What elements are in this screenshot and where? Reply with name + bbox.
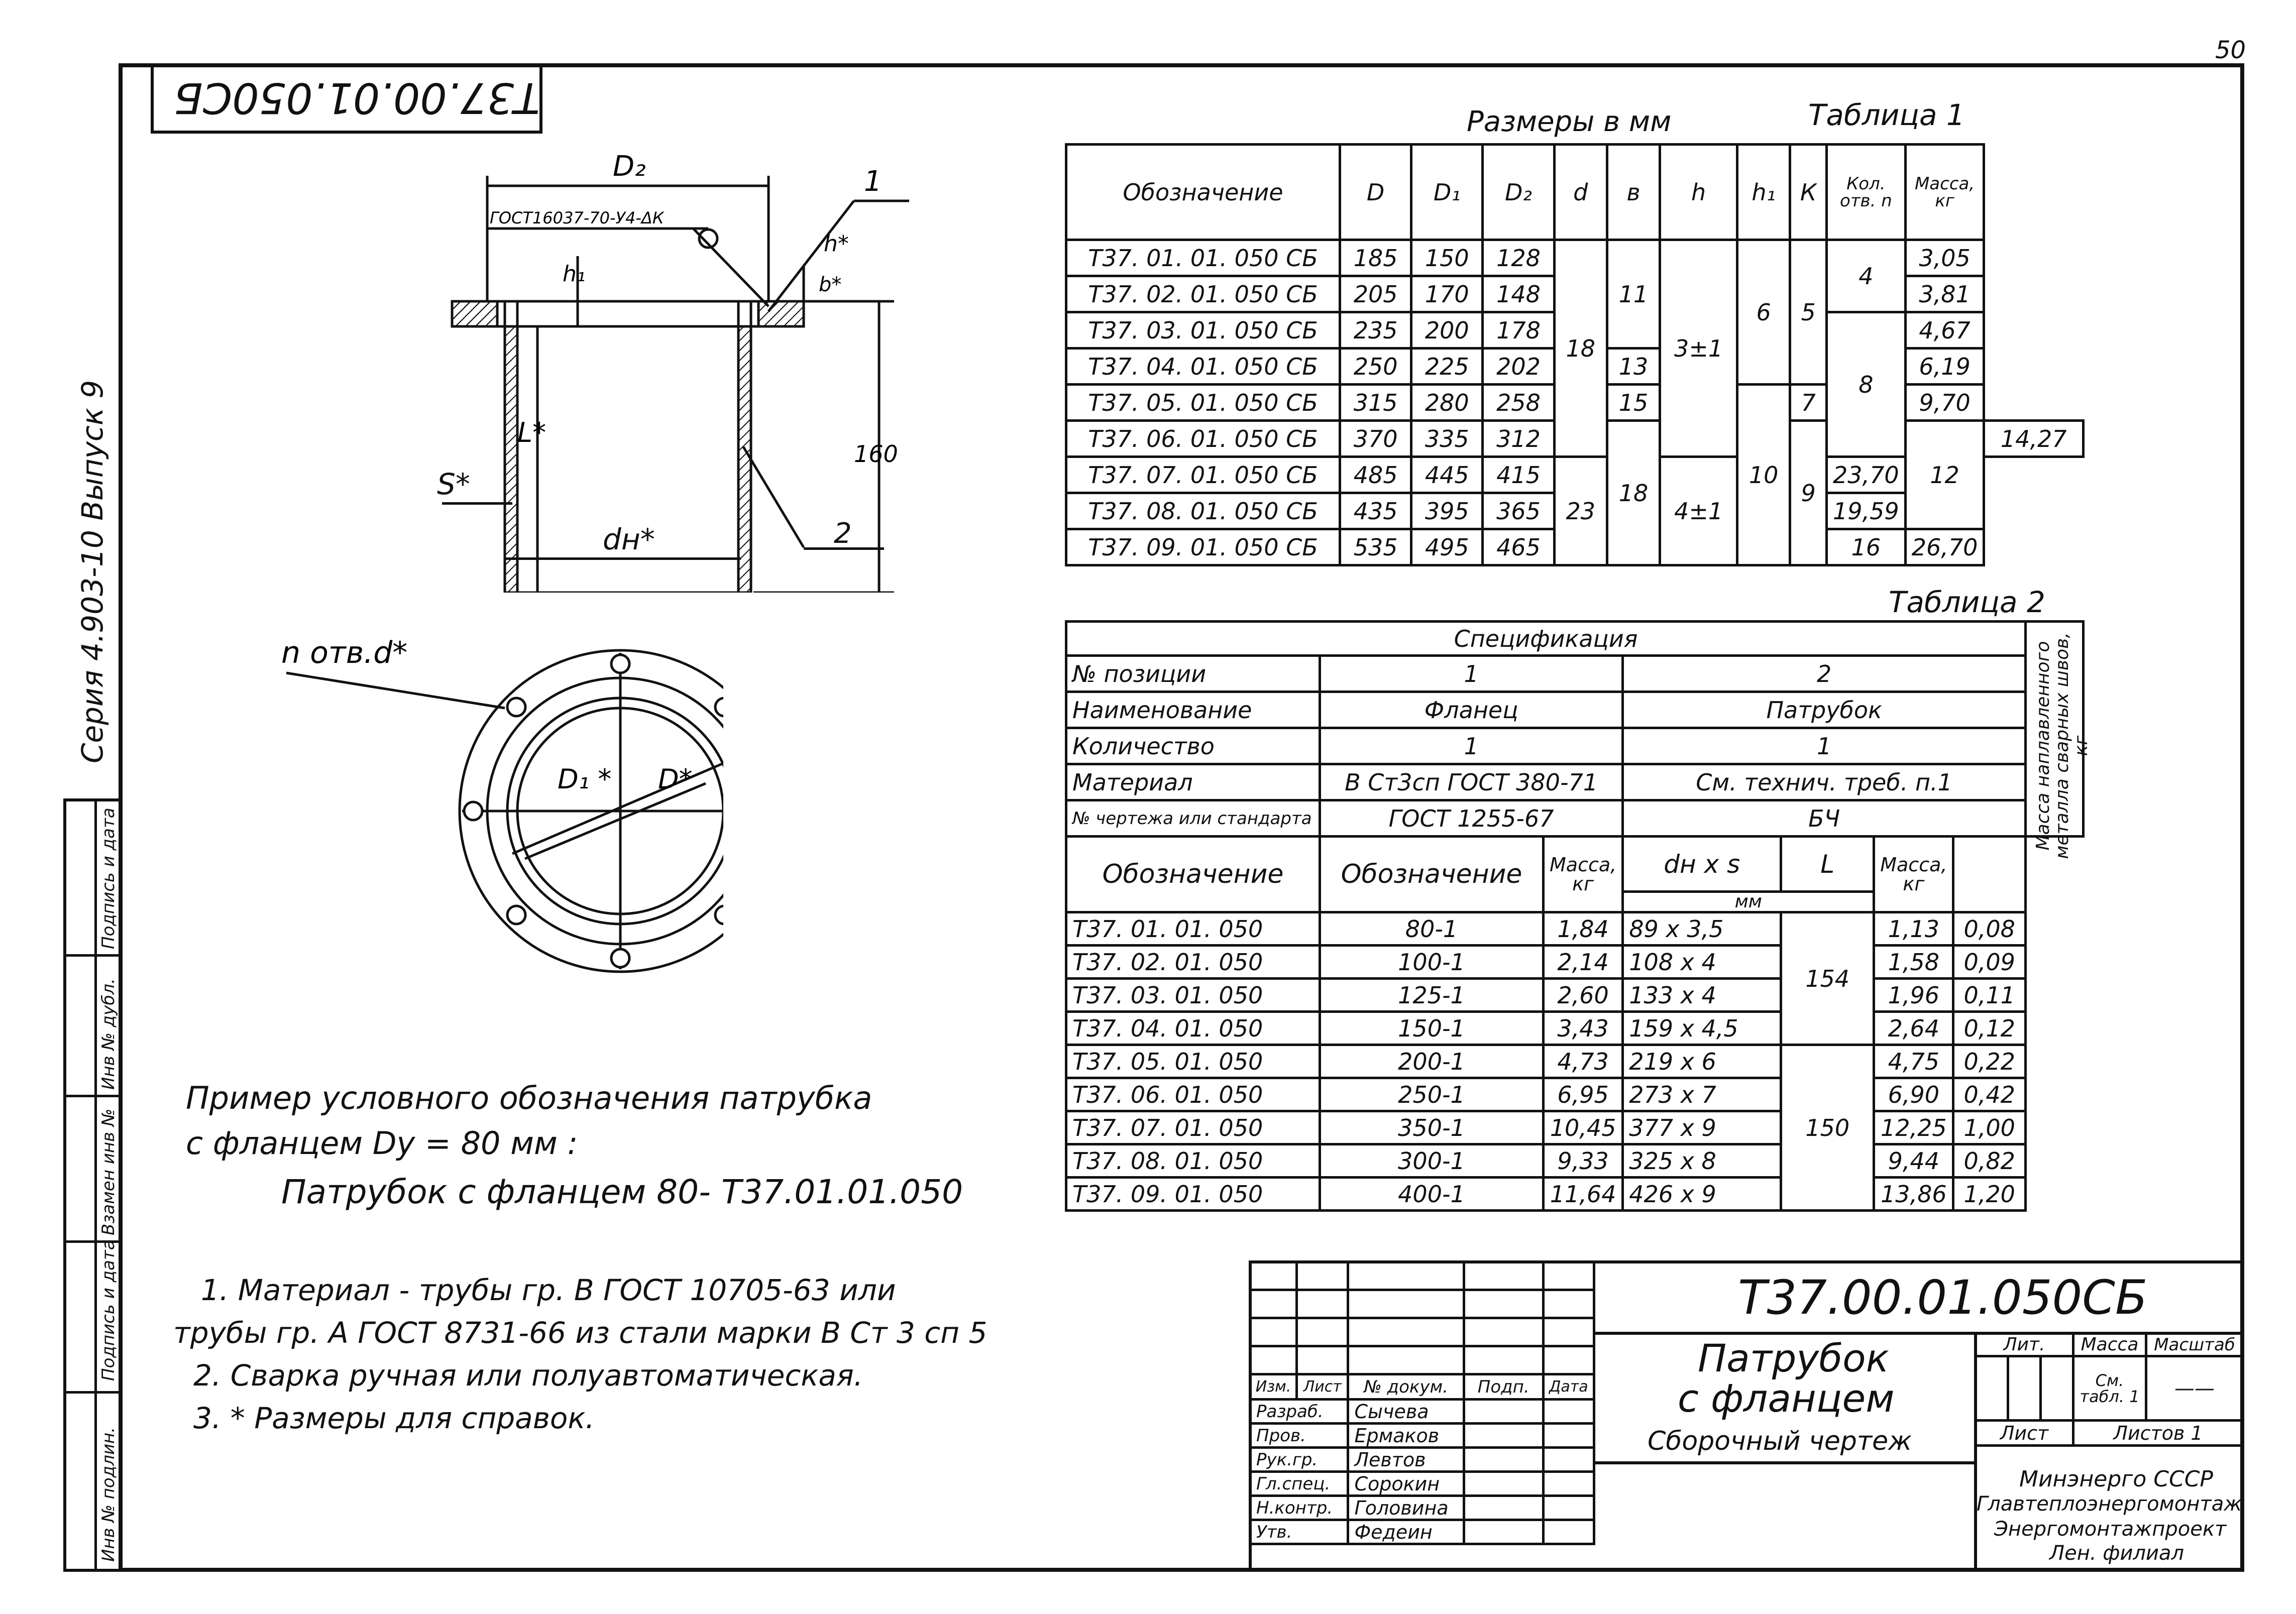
table-cell: 18 xyxy=(1607,421,1660,565)
table-cell: 200-1 xyxy=(1320,1045,1544,1078)
table-cell: 150-1 xyxy=(1320,1012,1544,1045)
table-cell: 154 xyxy=(1781,912,1874,1045)
table-cell: Т37. 03. 01. 050 СБ xyxy=(1066,312,1340,349)
tb-role: Разраб. xyxy=(1250,1400,1348,1424)
t1-h-D: D xyxy=(1340,145,1411,240)
table-cell: 100-1 xyxy=(1320,946,1544,979)
table-cell: 4,75 xyxy=(1874,1045,1953,1078)
tb-person: Ермаков xyxy=(1348,1424,1464,1448)
table-cell: Наименование xyxy=(1066,692,1320,728)
table-cell: 1,00 xyxy=(1953,1111,2026,1144)
table-cell: 9,33 xyxy=(1544,1144,1623,1178)
table-cell: 6,95 xyxy=(1544,1078,1623,1111)
pos2-leader-line xyxy=(738,442,809,552)
t1-h-d: d xyxy=(1554,145,1607,240)
table-cell: 12 xyxy=(1905,421,1984,529)
table-cell: 10 xyxy=(1737,385,1790,565)
table-cell: 445 xyxy=(1411,457,1483,493)
table-cell: Т37. 02. 01. 050 xyxy=(1066,946,1320,979)
table-cell: 3±1 xyxy=(1660,240,1737,457)
table-cell: 1 xyxy=(1320,728,1623,764)
table-cell: 9,70 xyxy=(1905,385,1984,421)
table-cell: 400-1 xyxy=(1320,1178,1544,1211)
table-cell: 395 xyxy=(1411,493,1483,529)
table-cell: В Ст3сп ГОСТ 380-71 xyxy=(1320,764,1623,800)
table-cell: 11,64 xyxy=(1544,1178,1623,1211)
table-cell: 4,67 xyxy=(1905,312,1984,349)
dim-hstar-label: h* xyxy=(824,231,849,257)
table-cell: 14,27 xyxy=(1984,421,2084,457)
table-cell: 4 xyxy=(1827,240,1906,312)
tb-person: Головина xyxy=(1348,1496,1464,1520)
left-strip-divider xyxy=(94,798,97,1572)
table-cell: 1,84 xyxy=(1544,912,1623,946)
example-line1: Пример условного обозначения патрубка xyxy=(186,1080,872,1116)
table-cell: Т37. 04. 01. 050 xyxy=(1066,1012,1320,1045)
table-cell: 3,05 xyxy=(1905,240,1984,276)
table-cell: 250 xyxy=(1340,349,1411,385)
table-cell: Фланец xyxy=(1320,692,1623,728)
table-cell: 185 xyxy=(1340,240,1411,276)
tb-person: Левтов xyxy=(1348,1448,1464,1472)
table-cell: 219 x 6 xyxy=(1623,1045,1781,1078)
table-cell: 13,86 xyxy=(1874,1178,1953,1211)
table-cell: 6,90 xyxy=(1874,1078,1953,1111)
table2-label: Таблица 2 xyxy=(1889,585,2045,619)
tb-scale-val: —— xyxy=(2146,1356,2243,1421)
table-cell: 1,58 xyxy=(1874,946,1953,979)
table-cell: 250-1 xyxy=(1320,1078,1544,1111)
tb-mass-val: См. табл. 1 xyxy=(2073,1356,2146,1421)
page-number: 50 xyxy=(2215,36,2246,64)
stamp-code: Т37.00.01.050СБ xyxy=(174,73,540,123)
table-cell: 6 xyxy=(1737,240,1790,385)
table-cell: 16 xyxy=(1827,529,1906,565)
tb-right xyxy=(1974,1332,2244,1447)
note-1b: трубы гр. А ГОСТ 8731-66 из стали марки В Ст 3 сп 5 xyxy=(173,1316,988,1350)
t2-h-dn: dн x s xyxy=(1623,837,1781,892)
table1-caption: Размеры в мм xyxy=(1467,105,1672,138)
title-block-signatures xyxy=(1249,1260,1595,1545)
table-cell: 4±1 xyxy=(1660,457,1737,565)
table-cell: 26,70 xyxy=(1905,529,1984,565)
table-cell: 7 xyxy=(1790,385,1827,421)
table-cell: 0,42 xyxy=(1953,1078,2026,1111)
tb-scale: Масштаб xyxy=(2146,1333,2243,1356)
table-cell: 4,73 xyxy=(1544,1045,1623,1078)
table-cell: 159 x 4,5 xyxy=(1623,1012,1781,1045)
strip-label-sign1: Подпись и дата xyxy=(98,1239,119,1381)
table1-label: Таблица 1 xyxy=(1808,98,1965,132)
strip-label-sign2: Подпись и дата xyxy=(98,808,119,949)
t1-h-mass: Масса, кг xyxy=(1905,145,1984,240)
table-cell: 2,60 xyxy=(1544,979,1623,1012)
t2-h-empty xyxy=(1953,837,2026,912)
holes-label: n отв.d* xyxy=(281,635,408,670)
table-cell: 377 x 9 xyxy=(1623,1111,1781,1144)
table-cell: 6,19 xyxy=(1905,349,1984,385)
table2 xyxy=(1065,620,2092,1212)
dim-d1-label: D₁ * xyxy=(558,763,612,795)
table-cell: Т37. 07. 01. 050 СБ xyxy=(1066,457,1340,493)
table-cell: 0,82 xyxy=(1953,1144,2026,1178)
strip-line xyxy=(63,954,123,957)
tb-person: Федеин xyxy=(1348,1520,1464,1544)
table-cell: 258 xyxy=(1483,385,1554,421)
strip-label-inv: Инв № подлин. xyxy=(98,1427,119,1562)
table-cell: 1,96 xyxy=(1874,979,1953,1012)
tb-head-list: Лист xyxy=(1297,1374,1348,1400)
table-cell: 465 xyxy=(1483,529,1554,565)
table-cell: 415 xyxy=(1483,457,1554,493)
table-cell: Т37. 09. 01. 050 СБ xyxy=(1066,529,1340,565)
table-cell: 485 xyxy=(1340,457,1411,493)
tb-doc-type: Сборочный чертеж xyxy=(1648,1426,1912,1456)
table-cell: 15 xyxy=(1607,385,1660,421)
table-cell: 225 xyxy=(1411,349,1483,385)
table-cell: 128 xyxy=(1483,240,1554,276)
dim-dn-label: dн* xyxy=(603,522,655,556)
table-cell: Количество xyxy=(1066,728,1320,764)
table-cell: 18 xyxy=(1554,240,1607,457)
table-cell: 80-1 xyxy=(1320,912,1544,946)
table-cell: 312 xyxy=(1483,421,1554,457)
table-cell: 1,20 xyxy=(1953,1178,2026,1211)
dim-lstar-label: L* xyxy=(517,417,546,448)
table-cell: Патрубок xyxy=(1623,692,2026,728)
t1-h-D2: D₂ xyxy=(1483,145,1554,240)
tb-head-date: Дата xyxy=(1543,1374,1594,1400)
table-cell: 8 xyxy=(1827,312,1906,457)
plan-view xyxy=(271,633,723,1014)
table-cell: Т37. 08. 01. 050 xyxy=(1066,1144,1320,1178)
dim-d2-label: D₂ xyxy=(613,150,646,183)
table-cell: 11 xyxy=(1607,240,1660,349)
table-cell: 426 x 9 xyxy=(1623,1178,1781,1211)
pos-1-label: 1 xyxy=(864,165,882,198)
table-cell: 280 xyxy=(1411,385,1483,421)
table-cell: 89 x 3,5 xyxy=(1623,912,1781,946)
tb-person: Сорокин xyxy=(1348,1472,1464,1496)
t1-h-K: К xyxy=(1790,145,1827,240)
table-cell: 23,70 xyxy=(1827,457,1906,493)
table-cell: 315 xyxy=(1340,385,1411,421)
table-cell: Т37. 05. 01. 050 xyxy=(1066,1045,1320,1078)
table-cell: Т37. 04. 01. 050 СБ xyxy=(1066,349,1340,385)
series-label: Серия 4.903-10 Выпуск 9 xyxy=(75,380,110,763)
dim-bstar-label: b* xyxy=(819,273,842,296)
table-cell: 205 xyxy=(1340,276,1411,312)
t2-h-L: L xyxy=(1781,837,1874,892)
table-cell: 10,45 xyxy=(1544,1111,1623,1144)
table-cell: 170 xyxy=(1411,276,1483,312)
t2-h-oboz2: Обозначение xyxy=(1320,837,1544,912)
dim-sstar-label: S* xyxy=(437,467,470,501)
tb-org4: Лен. филиал xyxy=(2049,1542,2184,1565)
table-cell: 0,12 xyxy=(1953,1012,2026,1045)
table-cell: 273 x 7 xyxy=(1623,1078,1781,1111)
tb-line xyxy=(1595,1461,1974,1464)
table-cell: 1 xyxy=(1320,656,1623,692)
table-cell: Т37. 01. 01. 050 xyxy=(1066,912,1320,946)
t1-h-h: h xyxy=(1660,145,1737,240)
table-cell: 178 xyxy=(1483,312,1554,349)
example-line2: с фланцем Dу = 80 мм : xyxy=(186,1125,578,1162)
tb-name2: с фланцем xyxy=(1678,1376,1895,1421)
t2-h-mm: мм xyxy=(1623,892,1874,912)
t1-h-D1: D₁ xyxy=(1411,145,1483,240)
table-cell: 148 xyxy=(1483,276,1554,312)
tb-code: Т37.00.01.050СБ xyxy=(1738,1271,2148,1325)
table-cell: 2 xyxy=(1623,656,2026,692)
table-cell: 0,22 xyxy=(1953,1045,2026,1078)
table-cell: 335 xyxy=(1411,421,1483,457)
table-cell: 133 x 4 xyxy=(1623,979,1781,1012)
tb-org1: Минэнерго СССР xyxy=(2019,1466,2213,1492)
table-cell: Т37. 07. 01. 050 xyxy=(1066,1111,1320,1144)
example-line3: Патрубок с фланцем 80- Т37.01.01.050 xyxy=(281,1173,963,1211)
table-cell: № чертежа или стандарта xyxy=(1066,800,1320,837)
t2-h-oboz: Обозначение xyxy=(1066,837,1320,912)
tb-head-izm: Изм. xyxy=(1250,1374,1297,1400)
table-cell: 300-1 xyxy=(1320,1144,1544,1178)
tb-role: Н.контр. xyxy=(1250,1496,1348,1520)
table-cell: 202 xyxy=(1483,349,1554,385)
table-cell: 2,64 xyxy=(1874,1012,1953,1045)
tb-head-doc: № докум. xyxy=(1348,1374,1464,1400)
tb-role: Утв. xyxy=(1250,1520,1348,1544)
table-cell: 200 xyxy=(1411,312,1483,349)
dim-dn-line xyxy=(505,557,741,560)
tb-role: Гл.спец. xyxy=(1250,1472,1348,1496)
table-cell: 5 xyxy=(1790,240,1827,385)
dim-s-line xyxy=(442,502,512,505)
table-cell: БЧ xyxy=(1623,800,2026,837)
table-cell: 125-1 xyxy=(1320,979,1544,1012)
tb-person: Сычева xyxy=(1348,1400,1464,1424)
table-cell: 2,14 xyxy=(1544,946,1623,979)
t1-h-h1: h₁ xyxy=(1737,145,1790,240)
stamp-box xyxy=(151,63,542,134)
table-cell: 150 xyxy=(1781,1045,1874,1211)
strip-label-replace: Взамен инв № xyxy=(98,1108,119,1235)
table-cell: 108 x 4 xyxy=(1623,946,1781,979)
table-cell: ГОСТ 1255-67 xyxy=(1320,800,1623,837)
table-cell: 235 xyxy=(1340,312,1411,349)
strip-line xyxy=(63,1391,123,1394)
tb-role: Рук.гр. xyxy=(1250,1448,1348,1472)
t1-h-n: Кол. отв. n xyxy=(1827,145,1906,240)
table-cell: № позиции xyxy=(1066,656,1320,692)
tb-org3: Энергомонтажпроект xyxy=(1994,1518,2227,1541)
table-cell: Т37. 09. 01. 050 xyxy=(1066,1178,1320,1211)
table1 xyxy=(1065,143,2085,566)
t2-side-label: Масса наплавленного металла сварных швов, кг xyxy=(2026,622,2084,837)
t1-h-oboz: Обозначение xyxy=(1066,145,1340,240)
table-cell: 9 xyxy=(1790,421,1827,565)
t2-title: Спецификация xyxy=(1066,622,2026,656)
table-cell: Т37. 02. 01. 050 СБ xyxy=(1066,276,1340,312)
tb-org2: Главтеплоэнергомонтаж xyxy=(1977,1492,2242,1516)
table-cell: 495 xyxy=(1411,529,1483,565)
table-cell: 23 xyxy=(1554,457,1607,565)
table-cell: 9,44 xyxy=(1874,1144,1953,1178)
tb-name1: Патрубок xyxy=(1698,1336,1889,1380)
table-cell: 13 xyxy=(1607,349,1660,385)
note-1: 1. Материал - трубы гр. В ГОСТ 10705-63 или xyxy=(201,1273,896,1307)
table-cell: 370 xyxy=(1340,421,1411,457)
table-cell: См. технич. треб. п.1 xyxy=(1623,764,2026,800)
table-cell: 435 xyxy=(1340,493,1411,529)
table-cell: 350-1 xyxy=(1320,1111,1544,1144)
table-cell: 535 xyxy=(1340,529,1411,565)
t1-h-b: в xyxy=(1607,145,1660,240)
dim-d-label: D* xyxy=(658,763,693,795)
table-cell: 0,11 xyxy=(1953,979,2026,1012)
table-cell: 0,09 xyxy=(1953,946,2026,979)
pos-2-label: 2 xyxy=(834,517,852,550)
tb-role: Пров. xyxy=(1250,1424,1348,1448)
table-cell: Т37. 03. 01. 050 xyxy=(1066,979,1320,1012)
table-cell: Т37. 06. 01. 050 xyxy=(1066,1078,1320,1111)
table-cell: Т37. 01. 01. 050 СБ xyxy=(1066,240,1340,276)
tb-sheets: Листов 1 xyxy=(2073,1421,2243,1446)
table-cell: 12,25 xyxy=(1874,1111,1953,1144)
table-cell: 0,08 xyxy=(1953,912,2026,946)
tb-head-podp: Подп. xyxy=(1464,1374,1543,1400)
table-cell: 1,13 xyxy=(1874,912,1953,946)
table-cell: Материал xyxy=(1066,764,1320,800)
note-3: 3. * Размеры для справок. xyxy=(193,1401,595,1435)
table-cell: Т37. 05. 01. 050 СБ xyxy=(1066,385,1340,421)
tb-mass: Масса xyxy=(2073,1333,2146,1356)
tb-lit: Лит. xyxy=(1976,1333,2073,1356)
table-cell: 19,59 xyxy=(1827,493,1906,529)
dim-h1-label: h₁ xyxy=(563,261,586,287)
table-cell: 150 xyxy=(1411,240,1483,276)
strip-label-dubl: Инв № дубл. xyxy=(98,978,119,1090)
table-cell: 365 xyxy=(1483,493,1554,529)
table-cell: Т37. 06. 01. 050 СБ xyxy=(1066,421,1340,457)
tb-sheet: Лист xyxy=(1976,1421,2073,1446)
t2-h-mass2: Масса, кг xyxy=(1874,837,1953,912)
t2-h-mass1: Масса, кг xyxy=(1544,837,1623,912)
weld-gost-label: ГОСТ16037-70-У4-ΔК xyxy=(490,208,664,227)
note-2: 2. Сварка ручная или полуавтоматическая. xyxy=(193,1358,863,1393)
table-cell: 3,43 xyxy=(1544,1012,1623,1045)
strip-line xyxy=(63,1095,123,1097)
table-cell: Т37. 08. 01. 050 СБ xyxy=(1066,493,1340,529)
dim-160-label: 160 xyxy=(854,440,898,468)
table-cell: 3,81 xyxy=(1905,276,1984,312)
table-cell: 1 xyxy=(1623,728,2026,764)
table-cell: 325 x 8 xyxy=(1623,1144,1781,1178)
